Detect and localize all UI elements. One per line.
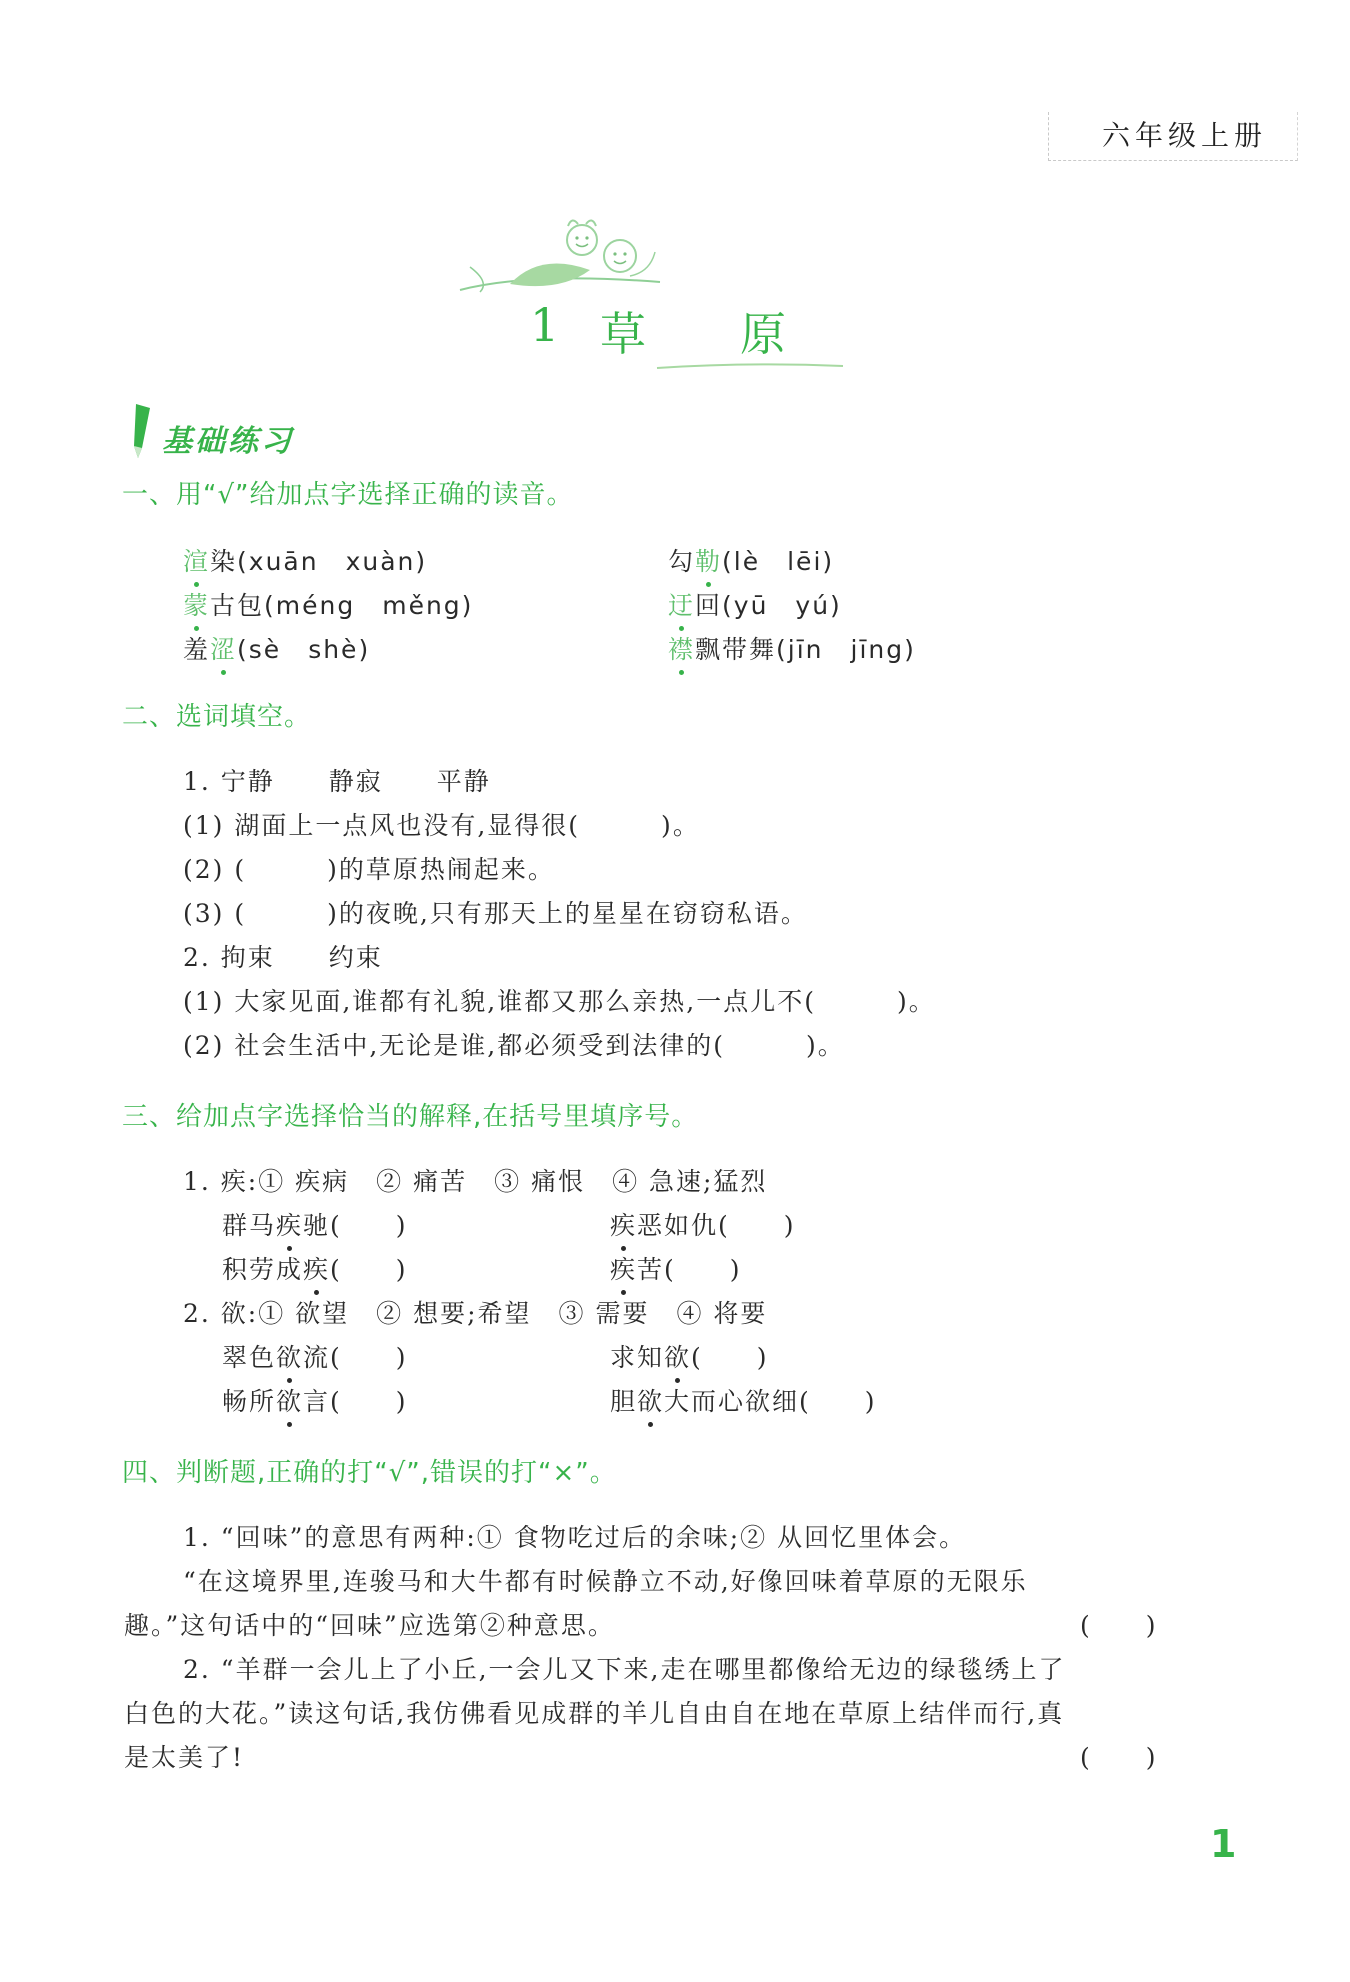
q3-group2-title: 2. 欲:① 欲望 ② 想要;希望 ③ 需要 ④ 将要 bbox=[183, 1299, 768, 1328]
dotted-char: 欲 bbox=[276, 1338, 303, 1374]
lesson-title bbox=[530, 298, 788, 368]
q4-line-6: 是太美了! bbox=[124, 1743, 245, 1772]
q2-line-1: 1. 宁静 静寂 平静 bbox=[183, 767, 491, 796]
dotted-char: 欲 bbox=[637, 1382, 664, 1418]
item-rest: (sè shè) bbox=[237, 635, 371, 664]
dotted-char: 疾 bbox=[276, 1206, 303, 1242]
q2-heading: 二、选词填空。 bbox=[122, 702, 312, 732]
q3-item bbox=[222, 1338, 408, 1374]
q4-line-3: 趣。”这句话中的“回味”应选第②种意思。 bbox=[124, 1611, 615, 1640]
item-post: 驰( ) bbox=[303, 1211, 408, 1240]
item-pre: 积劳成 bbox=[222, 1255, 304, 1284]
q4-line-2: “在这境界里,连骏马和大牛都有时候静立不动,好像回味着草原的无限乐 bbox=[183, 1567, 1028, 1596]
q3-group1-title: 1. 疾:① 疾病 ② 痛苦 ③ 痛恨 ④ 急速;猛烈 bbox=[183, 1167, 768, 1196]
item-pre: 求知 bbox=[610, 1343, 665, 1372]
q4-heading: 四、判断题,正确的打“√”,错误的打“×”。 bbox=[122, 1458, 617, 1488]
kids-leaf-illustration bbox=[450, 212, 670, 302]
answer-parens: ( ) bbox=[1080, 1611, 1158, 1640]
item-rest: 染(xuān xuàn) bbox=[210, 547, 428, 576]
q1-item-1 bbox=[183, 542, 427, 578]
q2-line-6: (1) 大家见面,谁都有礼貌,谁都又那么亲热,一点儿不( )。 bbox=[183, 987, 936, 1016]
q4-line-1: 1. “回味”的意思有两种:① 食物吃过后的余味;② 从回忆里体会。 bbox=[183, 1523, 967, 1552]
answer-parens: ( ) bbox=[1080, 1743, 1158, 1772]
q1-heading: 一、用“√”给加点字选择正确的读音。 bbox=[122, 480, 574, 510]
item-rest: 回(yū yú) bbox=[695, 591, 842, 620]
q1-item-2 bbox=[668, 542, 834, 578]
q1-item-6 bbox=[668, 630, 916, 666]
item-rest: 古包(méng měng) bbox=[210, 591, 474, 620]
item-post: 大而心欲细( ) bbox=[664, 1387, 877, 1416]
q1-item-5 bbox=[183, 630, 370, 666]
dotted-char: 欲 bbox=[664, 1338, 691, 1374]
lesson-title-char-1: 草 bbox=[600, 307, 648, 361]
dotted-char: 勒 bbox=[695, 542, 722, 578]
item-pre: 群马 bbox=[222, 1211, 277, 1240]
q3-item bbox=[610, 1206, 796, 1242]
dotted-char: 涩 bbox=[210, 630, 237, 666]
item-pre: 羞 bbox=[183, 635, 211, 664]
dotted-char: 疾 bbox=[303, 1250, 330, 1286]
q3-item bbox=[610, 1382, 877, 1418]
lesson-title-char-2: 原 bbox=[740, 307, 788, 361]
q1-item-3 bbox=[183, 586, 473, 622]
q4-line-5: 白色的大花。”读这句话,我仿佛看见成群的羊儿自由自在地在草原上结伴而行,真 bbox=[124, 1699, 1065, 1728]
item-pre: 胆 bbox=[610, 1387, 638, 1416]
q2-line-7: (2) 社会生活中,无论是谁,都必须受到法律的( )。 bbox=[183, 1031, 845, 1060]
item-post: 言( ) bbox=[303, 1387, 408, 1416]
grade-label: 六年级上册 bbox=[1101, 119, 1267, 152]
q2-line-3: (2) ( )的草原热闹起来。 bbox=[183, 855, 555, 884]
dotted-char: 疾 bbox=[610, 1206, 637, 1242]
item-pre: 勾 bbox=[668, 547, 696, 576]
q3-item bbox=[222, 1250, 408, 1286]
lesson-number: 1 bbox=[530, 298, 562, 352]
title-underline bbox=[655, 360, 845, 372]
item-rest: 飘带舞(jīn jīng) bbox=[695, 635, 916, 664]
dotted-char: 欲 bbox=[276, 1382, 303, 1418]
dotted-char: 疾 bbox=[610, 1250, 637, 1286]
q3-item bbox=[610, 1338, 769, 1374]
q2-line-4: (3) ( )的夜晚,只有那天上的星星在窃窃私语。 bbox=[183, 899, 808, 928]
section-label: 基础练习 bbox=[162, 424, 294, 459]
item-post: ( ) bbox=[691, 1343, 769, 1372]
q3-heading: 三、给加点字选择恰当的解释,在括号里填序号。 bbox=[122, 1102, 699, 1132]
item-post: 苦( ) bbox=[637, 1255, 742, 1284]
item-rest: (lè lēi) bbox=[722, 547, 835, 576]
page-number: 1 bbox=[1210, 1822, 1237, 1866]
item-post: ( ) bbox=[330, 1255, 408, 1284]
dotted-char: 襟 bbox=[668, 630, 695, 666]
item-post: 流( ) bbox=[303, 1343, 408, 1372]
q1-item-4 bbox=[668, 586, 842, 622]
dotted-char: 蒙 bbox=[183, 586, 210, 622]
dotted-char: 渲 bbox=[183, 542, 210, 578]
q3-item bbox=[610, 1250, 742, 1286]
dotted-char: 迂 bbox=[668, 586, 695, 622]
q4-line-4: 2. “羊群一会儿上了小丘,一会儿又下来,走在哪里都像给无边的绿毯绣上了 bbox=[183, 1655, 1066, 1684]
item-pre: 翠色 bbox=[222, 1343, 277, 1372]
q3-item bbox=[222, 1206, 408, 1242]
grade-tab bbox=[1048, 112, 1298, 161]
section-header bbox=[128, 402, 294, 460]
item-post: 恶如仇( ) bbox=[637, 1211, 796, 1240]
pencil-icon bbox=[128, 402, 154, 460]
q2-line-2: (1) 湖面上一点风也没有,显得很( )。 bbox=[183, 811, 700, 840]
q2-line-5: 2. 拘束 约束 bbox=[183, 943, 383, 972]
item-pre: 畅所 bbox=[222, 1387, 277, 1416]
q3-item bbox=[222, 1382, 408, 1418]
